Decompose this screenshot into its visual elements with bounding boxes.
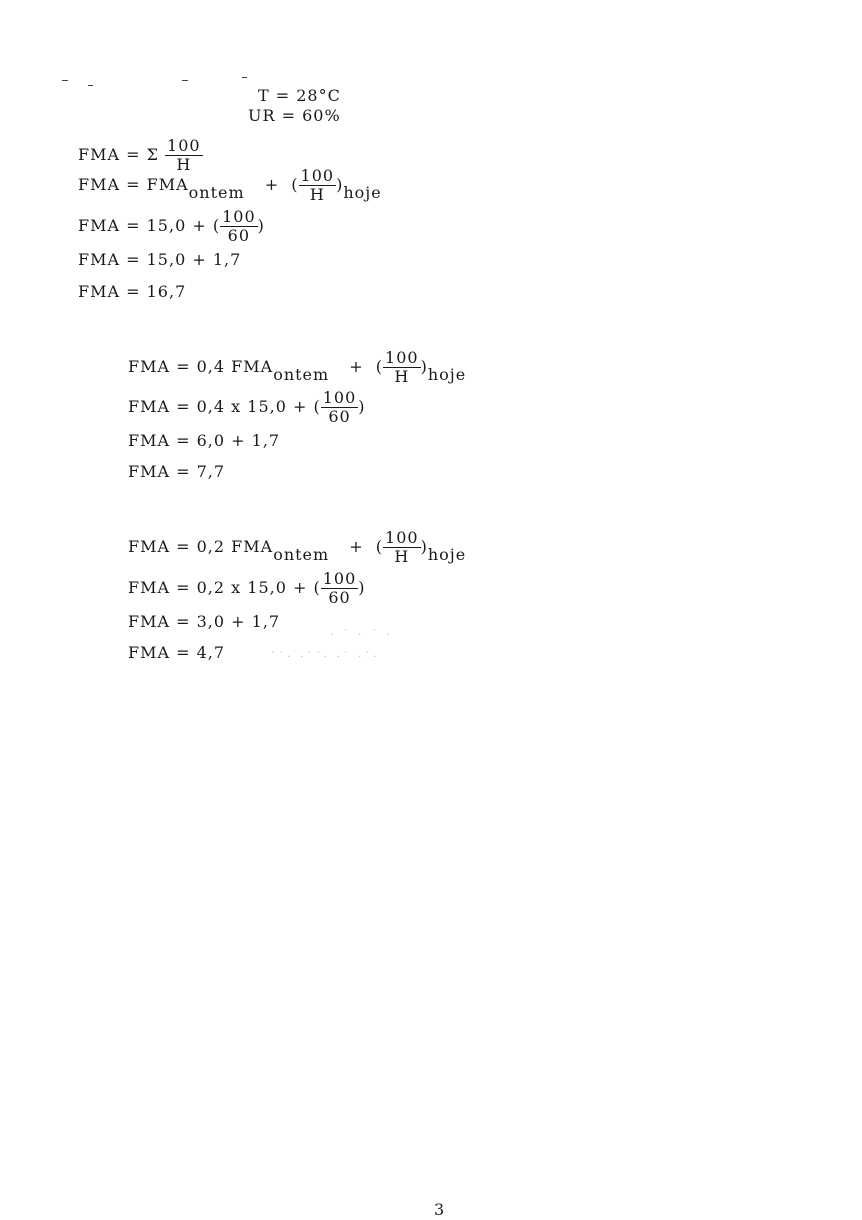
subscript: ontem — [188, 183, 245, 202]
formula-line: FMA = 0,4 FMAontem + ( $\frac{100}{H}$ )hoje — [128, 348, 467, 386]
fraction — [383, 530, 421, 565]
equation-lhs: FMA = 15,0 + — [78, 216, 207, 235]
subscript: hoje — [427, 365, 467, 384]
fraction — [299, 168, 337, 203]
plus-sign: + — [349, 537, 364, 556]
fraction-denominator: H — [394, 367, 410, 386]
equation-lhs: FMA = FMA — [78, 175, 189, 194]
fraction-numerator: 100 — [385, 528, 419, 547]
formula-line: FMA = 16,7 — [78, 282, 187, 301]
formula-line: FMA = 0,4 x 15,0 + ( $\frac{100}{60}$ ) — [128, 388, 366, 426]
fraction-denominator: H — [394, 547, 410, 566]
bleed-through-noise: ˙˙· ·˙´· ·˙ ·˙· — [270, 650, 380, 663]
plus-sign: + — [349, 357, 364, 376]
scan-mark — [242, 77, 247, 78]
fraction — [383, 350, 421, 385]
fraction-denominator: H — [309, 185, 325, 204]
scan-mark — [62, 80, 68, 81]
humidity-line: UR = 60% — [248, 106, 341, 125]
fraction-numerator: 100 — [322, 388, 357, 407]
fraction-denominator: H — [176, 155, 192, 174]
formula-line: FMA = 3,0 + 1,7 — [128, 612, 281, 631]
subscript: hoje — [343, 183, 382, 202]
subscript: ontem — [273, 365, 330, 384]
fraction-denominator: 60 — [328, 588, 351, 607]
equation-lhs: FMA = Σ — [78, 145, 159, 164]
subscript: hoje — [427, 545, 467, 564]
formula-line: FMA = 6,0 + 1,7 — [128, 431, 281, 450]
fraction — [321, 390, 359, 425]
fraction-denominator: 60 — [227, 226, 251, 245]
scan-mark — [182, 80, 188, 81]
formula-line: FMA = 0,2 x 15,0 + ( $\frac{100}{60}$ ) — [128, 569, 366, 607]
scan-mark — [88, 85, 93, 86]
bleed-through-noise: · ˙ · ´ · — [330, 628, 393, 641]
formula-line: FMA = 15,0 + 1,7 — [78, 250, 242, 269]
plus-sign: + — [264, 175, 280, 194]
fraction-numerator: 100 — [322, 569, 357, 588]
fraction-numerator: 100 — [222, 207, 256, 226]
equation-lhs: FMA = 0,4 FMA — [128, 357, 274, 376]
formula-line: FMA = 0,2 FMAontem + ( $\frac{100}{H}$ )hoje — [128, 528, 467, 566]
fraction — [220, 209, 258, 244]
fraction-numerator: 100 — [167, 136, 201, 155]
fraction — [321, 571, 359, 606]
temperature-line: T = 28°C — [258, 86, 341, 105]
formula-line: FMA = 4,7 — [128, 643, 226, 662]
subscript: ontem — [273, 545, 330, 564]
equation-lhs: FMA = 0,2 x 15,0 + — [128, 578, 308, 597]
fraction-denominator: 60 — [328, 407, 351, 426]
formula-line: FMA = 15,0 + ( $\frac{100}{60}$ ) — [78, 207, 265, 245]
equation-lhs: FMA = 0,4 x 15,0 + — [128, 397, 308, 416]
page-number: 3 — [434, 1200, 446, 1219]
formula-line: FMA = 7,7 — [128, 462, 226, 481]
equation-lhs: FMA = 0,2 FMA — [128, 537, 274, 556]
formula-line: FMA = FMAontem + ( $\frac{100}{H}$ )hoje — [78, 166, 382, 204]
fraction-numerator: 100 — [300, 166, 335, 185]
fraction-numerator: 100 — [385, 348, 419, 367]
